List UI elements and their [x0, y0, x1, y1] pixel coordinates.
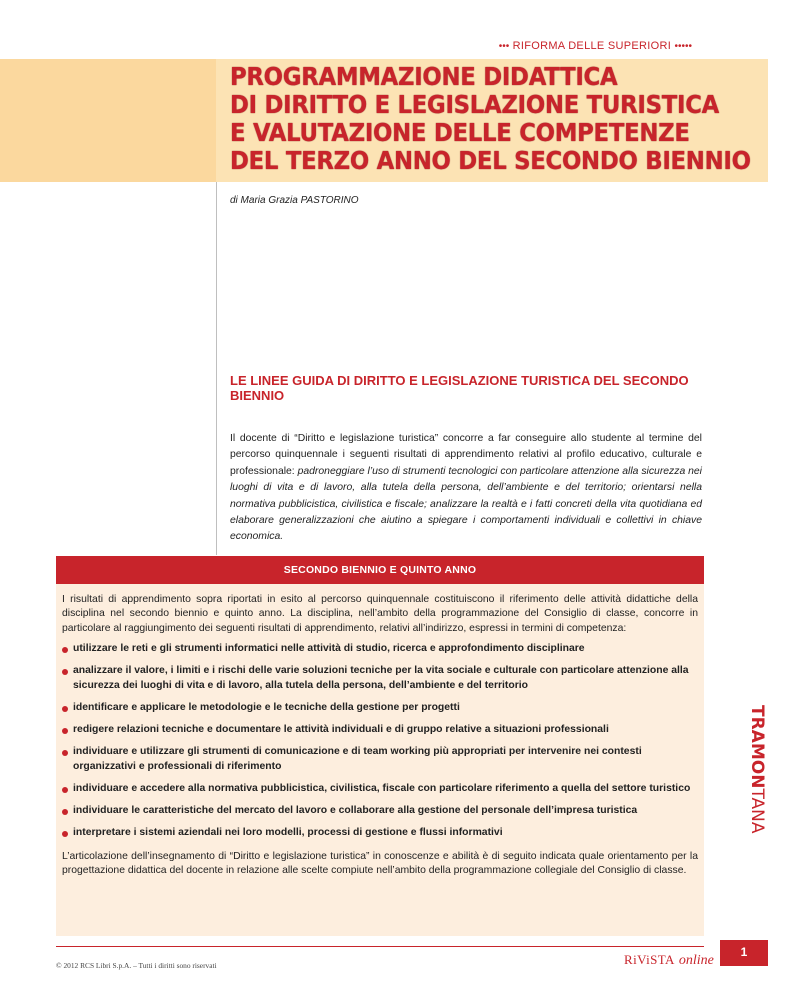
- title-band: [0, 59, 768, 182]
- svg-text:TRAMONTANA: [747, 705, 767, 834]
- bullet-dot-icon: [62, 669, 68, 675]
- section-kicker: [499, 40, 692, 52]
- rivista-wordmark: RiViSTA: [624, 952, 675, 967]
- intro-italic-text: padroneggiare l’uso di strumenti tecnologici con particolare attenzione alla sicurezza nei luoghi di vita e di lavoro, alla tutela della persona, dell’ambiente e del territorio; orientarsi nella normativa pubblicistica, civilistica e fiscale; analizzare la realtà e i fatti concreti della vita quotidiana ed elaborare generalizzazioni che aiutino a spiegare i comportamenti individuali e collettivi in chiave economica.: [230, 465, 702, 543]
- competence-list: [62, 642, 698, 841]
- kicker-label: RIFORMA DELLE SUPERIORI: [512, 40, 672, 52]
- list-item: [62, 723, 698, 737]
- footer-rule: [56, 946, 704, 947]
- logo-bold-part: TRAMON: [747, 705, 767, 789]
- online-wordmark: online: [678, 953, 714, 968]
- list-item-text: individuare e accedere alla normativa pubblicistica, civilistica, fiscale con particolare riferimento a quella del settore turistico: [73, 783, 691, 795]
- copyright-notice: © 2012 RCS Libri S.p.A. – Tutti i diritti sono riservati: [56, 961, 217, 970]
- title-line-4: DEL TERZO ANNO DEL SECONDO BIENNIO: [230, 146, 751, 175]
- tramontana-logo-graphic: [735, 705, 767, 930]
- title-line-1: PROGRAMMAZIONE DIDATTICA: [230, 62, 618, 91]
- bullet-dot-icon: [62, 728, 68, 734]
- list-item-text: individuare le caratteristiche del mercato del lavoro e collaborare alla gestione del personale dell’impresa turistica: [73, 805, 638, 817]
- bullet-dot-icon: [62, 647, 68, 653]
- list-item-text: identificare e applicare le metodologie e le tecniche della gestione per progetti: [73, 702, 460, 714]
- list-item: [62, 804, 698, 818]
- tramontana-logo: [735, 705, 767, 930]
- box-heading: SECONDO BIENNIO E QUINTO ANNO: [56, 556, 704, 584]
- box-lead-paragraph: I risultati di apprendimento sopra riportati in esito al percorso quinquennale costituiscono il riferimento delle attività didattiche della disciplina nel secondo biennio e quinto anno. La disciplina, nell’ambito della programmazione del Consiglio di classe, concorre in particolare al raggiungimento dei seguenti risultati di apprendimento, relativi all’indirizzo, espressi in termini di competenza:: [62, 594, 698, 634]
- list-item-text: redigere relazioni tecniche e documentare le attività individuali e di gruppo relative a situazioni professionali: [73, 724, 609, 736]
- bullet-dot-icon: [62, 706, 68, 712]
- rivista-online-logo: [624, 951, 714, 969]
- bullet-dot-icon: [62, 787, 68, 793]
- title-band-left-strip: [0, 59, 216, 182]
- list-item-text: analizzare il valore, i limiti e i rischi delle varie soluzioni tecniche per la vita sociale e culturale con particolare attenzione alla sicurezza dei luoghi di vita e di lavoro, alla tutela della persona, dell’ambiente e del territorio: [73, 665, 689, 691]
- title-line-2: DI DIRITTO E LEGISLAZIONE TURISTICA: [230, 90, 719, 119]
- author-byline: di Maria Grazia PASTORINO: [230, 195, 359, 206]
- page-number-tab: [720, 940, 768, 966]
- list-item: [62, 664, 698, 693]
- list-item-text: individuare e utilizzare gli strumenti di comunicazione e di team working più appropriati per intervenire nei contesti organizzativi e professionali di riferimento: [73, 746, 642, 772]
- competence-box: [56, 556, 704, 936]
- article-title: [230, 63, 790, 175]
- list-item: [62, 701, 698, 715]
- list-item-text: interpretare i sistemi aziendali nei loro modelli, processi di gestione e flussi informativi: [73, 827, 503, 839]
- box-closing-paragraph: L’articolazione dell’insegnamento di “Diritto e legislazione turistica” in conoscenze e abilità è di seguito indicata quale orientamento per la progettazione didattica del docente in relazione alle scelte compiute nell’ambito della programmazione collegiale del Consiglio di classe.: [62, 850, 698, 877]
- kicker-dots-right: •••••: [674, 41, 692, 52]
- bullet-dot-icon: [62, 831, 68, 837]
- title-line-3: E VALUTAZIONE DELLE COMPETENZE: [230, 118, 690, 147]
- intro-paragraph: [230, 431, 702, 546]
- kicker-dots-left: •••: [498, 41, 510, 52]
- intro-plain-text: Il docente di “Diritto e legislazione turistica” concorre a far conseguire allo studente al termine del percorso quinquennale i seguenti risultati di apprendimento relativi al profilo educativo, culturale e professionale:: [230, 433, 702, 477]
- logo-thin-part: TANA: [747, 788, 767, 834]
- list-item: [62, 782, 698, 796]
- list-item: [62, 745, 698, 774]
- bullet-dot-icon: [62, 750, 68, 756]
- list-item-text: utilizzare le reti e gli strumenti informatici nelle attività di studio, ricerca e approfondimento disciplinare: [73, 643, 585, 655]
- list-item: [62, 642, 698, 656]
- bullet-dot-icon: [62, 809, 68, 815]
- list-item: [62, 826, 698, 840]
- page-number: 1: [740, 945, 748, 959]
- box-body: [56, 584, 704, 879]
- section-heading: LE LINEE GUIDA DI DIRITTO E LEGISLAZIONE TURISTICA DEL SECONDO BIENNIO: [230, 373, 689, 403]
- column-divider: [216, 182, 217, 555]
